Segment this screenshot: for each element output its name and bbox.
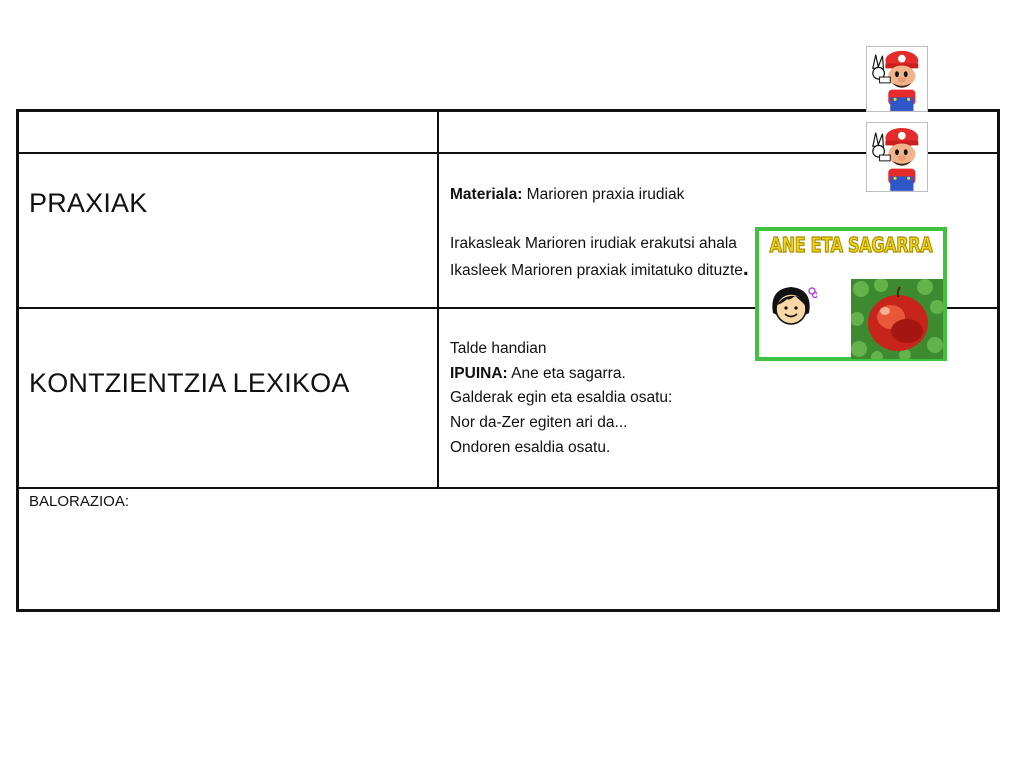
kontzientzia-label-cell (19, 309, 439, 487)
kontzientzia-line-3: Galderak egin eta esaldia osatu: (450, 389, 673, 407)
praxiak-line-2-period: . (742, 257, 749, 281)
mario-icon (867, 123, 927, 191)
red-apple-icon (851, 279, 943, 359)
kontzientzia-label: KONTZIENTZIA LEXIKOA (29, 368, 350, 398)
praxiak-line-2 (450, 257, 749, 282)
mario-peace-sign-image (866, 46, 928, 112)
kontzientzia-line-5: Ondoren esaldia osatu. (450, 438, 611, 456)
balorazioa-row (19, 489, 997, 609)
praxiak-line-1: Irakasleak Marioren irudiak erakutsi ahala (450, 235, 737, 253)
mario-peace-sign-image (866, 122, 928, 192)
story-card (755, 227, 947, 361)
material-line (450, 183, 749, 208)
story-title: ANE ETA SAGARRA (769, 233, 933, 257)
praxiak-label: PRAXIAK (29, 188, 148, 218)
mario-icon (867, 47, 927, 111)
ipuina-label: IPUINA: (450, 364, 508, 382)
ipuina-value: Ane eta sagarra. (507, 364, 626, 382)
praxiak-label-cell (19, 154, 439, 307)
praxiak-text (450, 183, 749, 282)
praxiak-line-2-text: Ikasleek Marioren praxiak imitatuko dituzte (450, 262, 743, 280)
ipuina-line (450, 362, 672, 387)
header-left-cell (19, 112, 439, 152)
balorazioa-label: BALORAZIOA: (29, 493, 130, 510)
kontzientzia-line-1: Talde handian (450, 340, 547, 357)
kontzientzia-line-4: Nor da-Zer egiten ari da... (450, 414, 628, 432)
kontzientzia-text (450, 337, 672, 460)
material-label: Materiala: (450, 186, 523, 203)
spacer (450, 208, 749, 233)
girl-face-icon (765, 283, 817, 329)
material-value: Marioren praxia irudiak (522, 186, 685, 203)
header-row (19, 112, 997, 154)
